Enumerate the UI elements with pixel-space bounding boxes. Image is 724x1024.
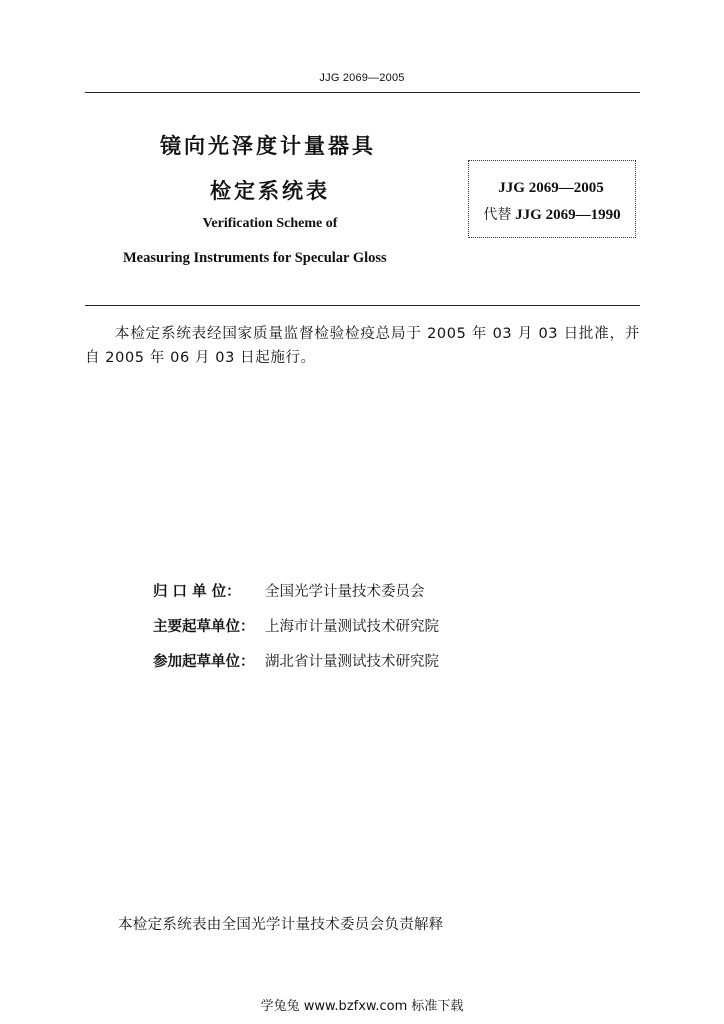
org-label: 参加起草单位： bbox=[153, 654, 255, 670]
replaces-number: JJG 2069—1990 bbox=[515, 207, 621, 223]
org-row-main-drafter bbox=[153, 615, 439, 636]
section-rule bbox=[85, 305, 640, 306]
title-chinese-line1: 镜向光泽度计量器具 bbox=[160, 134, 376, 158]
replaces-prefix: 代替 bbox=[483, 207, 512, 223]
title-chinese-line2: 检定系统表 bbox=[210, 179, 330, 203]
org-row-participant bbox=[153, 650, 439, 671]
standard-code-box bbox=[468, 160, 636, 238]
approval-paragraph: 本检定系统表经国家质量监督检验检疫总局于 2005 年 03 月 03 日批准，并自 2005 年 06 月 03 日起施行。 bbox=[85, 326, 640, 366]
header-rule bbox=[85, 92, 640, 93]
replaces-standard bbox=[470, 204, 634, 224]
org-value: 全国光学计量技术委员会 bbox=[265, 584, 425, 600]
org-value: 上海市计量测试技术研究院 bbox=[265, 619, 439, 635]
org-row-responsible bbox=[153, 580, 425, 601]
header-standard-code: JJG 2069—2005 bbox=[319, 72, 405, 84]
title-english-line2: Measuring Instruments for Specular Gloss bbox=[123, 250, 387, 266]
title-english-line1: Verification Scheme of bbox=[202, 216, 338, 231]
org-label: 主要起草单位： bbox=[153, 619, 255, 635]
download-watermark: 学兔兔 www.bzfxw.com 标准下载 bbox=[260, 999, 464, 1014]
org-value: 湖北省计量测试技术研究院 bbox=[265, 654, 439, 670]
standard-number: JJG 2069—2005 bbox=[498, 180, 604, 196]
interpretation-note: 本检定系统表由全国光学计量技术委员会负责解释 bbox=[118, 917, 444, 933]
org-label: 归 口 单 位： bbox=[153, 584, 241, 600]
